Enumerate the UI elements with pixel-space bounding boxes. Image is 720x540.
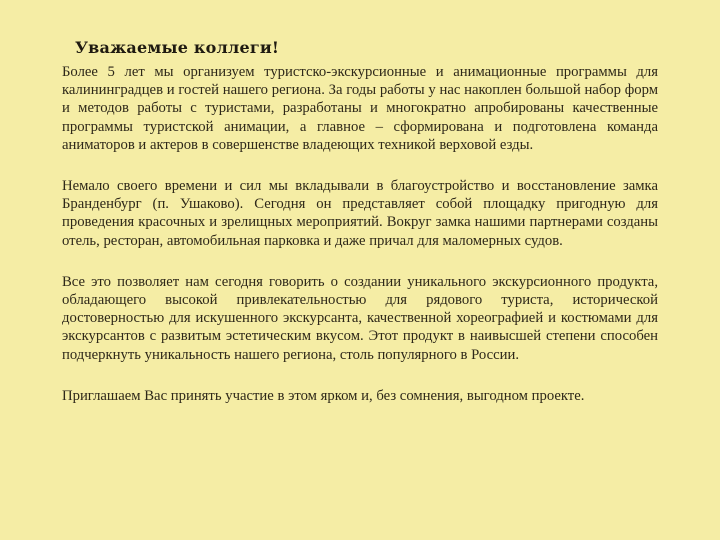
paragraph-invitation: Приглашаем Вас принять участие в этом ярком и, без сомнения, выгодном проекте. — [62, 387, 585, 404]
paragraph-castle: Немало своего времени и сил мы вкладывали в благоустройство и восстановление замка Бранденбург (п. Ушаково). Сегодня он представляет собой площадку пригодную для проведения красочных и зрелищных мероприятий. Вокруг замка нашими партнерами созданы отель, ресторан, автомобильная парковка и даже причал для маломерных судов. — [62, 178, 658, 249]
paragraph-product: Все это позволяет нам сегодня говорить о создании уникального экскурсионного продукта, обладающего высокой привлекательностью для рядового туриста, исторической достоверностью для искушенного экскурсанта, качественной хореографией и костюмами для экскурсантов с развитым эстетическим вкусом. Этот продукт в наивысшей степени способен подчеркнуть уникальность нашего региона, столь популярного в России. — [62, 273, 658, 363]
paragraph-intro: Более 5 лет мы организуем туристско-экскурсионные и анимационные программы для калининградцев и гостей нашего региона. За годы работы у нас накоплен большой набор форм и методов работы с туристами, разработаны и многократно апробированы качественные программы туристской анимации, а главное – сформирована и подготовлена команда аниматоров и актеров в совершенстве владеющих техникой верховой езды. — [62, 64, 658, 153]
greeting-heading: Уважаемые коллеги! — [75, 38, 280, 57]
